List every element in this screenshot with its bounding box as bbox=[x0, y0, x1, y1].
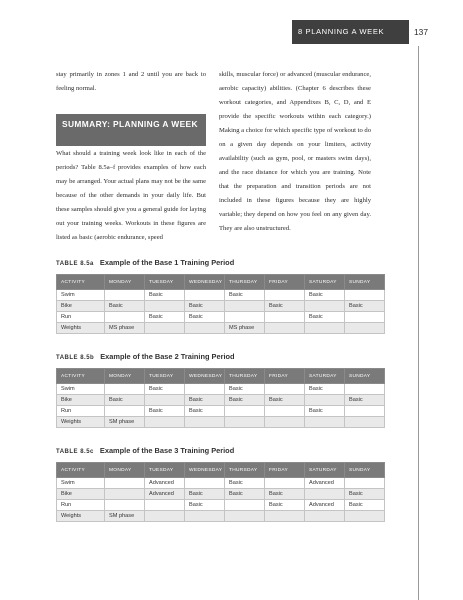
table-header-row bbox=[57, 275, 385, 290]
table-row bbox=[57, 290, 385, 301]
table-cell: Weights bbox=[57, 417, 105, 428]
table-cell: MS phase bbox=[225, 323, 265, 334]
column-header: MONDAY bbox=[105, 369, 145, 384]
table-cell bbox=[225, 511, 265, 522]
column-header: THURSDAY bbox=[225, 369, 265, 384]
table-row bbox=[57, 489, 385, 500]
margin-rule bbox=[418, 46, 419, 600]
table-cell bbox=[345, 511, 385, 522]
table-row bbox=[57, 511, 385, 522]
table-cell bbox=[305, 301, 345, 312]
column-header: SATURDAY bbox=[305, 463, 345, 478]
column-header: THURSDAY bbox=[225, 275, 265, 290]
table-cell bbox=[345, 384, 385, 395]
table-cell: Bike bbox=[57, 301, 105, 312]
table-cell bbox=[145, 323, 185, 334]
column-header: WEDNESDAY bbox=[185, 369, 225, 384]
section-body-text: What should a training week look like in each of the periods? Table 8.5a–f provides examples of how each may be arranged. Your actual plans may not be the same because of the other demands in your daily life. But these samples should give you a general guide for laying out your training weeks. Workouts in these figures are listed as basic (aerobic endurance, speed bbox=[56, 150, 206, 241]
table-cell: Basic bbox=[265, 500, 305, 511]
right-column bbox=[219, 68, 371, 236]
column-header: WEDNESDAY bbox=[185, 275, 225, 290]
table-cell bbox=[185, 478, 225, 489]
table-cell: Weights bbox=[57, 511, 105, 522]
table-cell: Advanced bbox=[305, 478, 345, 489]
column-header: SATURDAY bbox=[305, 275, 345, 290]
table-cell bbox=[265, 511, 305, 522]
table-cell bbox=[305, 417, 345, 428]
table-cell: Basic bbox=[145, 290, 185, 301]
table-header-row bbox=[57, 463, 385, 478]
table-cell bbox=[185, 511, 225, 522]
table-cell: Basic bbox=[345, 500, 385, 511]
table-cell bbox=[265, 312, 305, 323]
table-cell: SM phase bbox=[105, 511, 145, 522]
table-title: Example of the Base 3 Training Period bbox=[99, 446, 235, 455]
table-row bbox=[57, 301, 385, 312]
table-cell bbox=[145, 395, 185, 406]
table-cell: Basic bbox=[225, 395, 265, 406]
column-header: ACTIVITY bbox=[57, 463, 105, 478]
table-cell bbox=[305, 395, 345, 406]
table-cell: Basic bbox=[225, 478, 265, 489]
training-table bbox=[56, 368, 385, 428]
table-cell: Basic bbox=[105, 301, 145, 312]
table-cell: Swim bbox=[57, 290, 105, 301]
table-cell: Advanced bbox=[305, 500, 345, 511]
table-cell bbox=[225, 406, 265, 417]
table-cell bbox=[105, 478, 145, 489]
table-number: TABLE 8.5c bbox=[56, 449, 94, 455]
table-cell: Basic bbox=[145, 406, 185, 417]
table-cell bbox=[345, 323, 385, 334]
table-cell bbox=[225, 417, 265, 428]
table-cell: Basic bbox=[345, 301, 385, 312]
column-header: TUESDAY bbox=[145, 369, 185, 384]
table-cell bbox=[185, 384, 225, 395]
table-cell: Basic bbox=[265, 395, 305, 406]
table-number: TABLE 8.5a bbox=[56, 261, 94, 267]
table-cell bbox=[145, 301, 185, 312]
continued-paragraph bbox=[56, 68, 206, 96]
right-column-text: skills, muscular force) or advanced (muscular endurance, aerobic capacity) abilities. (Chapter 6 describes these workout categories, and Appendixes B, C, D, and E provide the specific workouts within each category.) Making a choice for which specific type of workout to do on a given day depends on your limiters, activity availability (such as gym, pool, or masters swim days), and the race distance for which you are training. Note that the preparation and transition periods are not included in these figures because they are highly variable; they depend on how you feel on any given day. They are also unstructured. bbox=[219, 71, 371, 232]
running-title: 8 PLANNING A WEEK bbox=[292, 20, 409, 44]
table-row bbox=[57, 406, 385, 417]
table-cell: Basic bbox=[305, 312, 345, 323]
table-cell: Basic bbox=[225, 489, 265, 500]
table-cell: Swim bbox=[57, 384, 105, 395]
page-number: 137 bbox=[414, 27, 428, 37]
section-body bbox=[56, 147, 206, 245]
table-cell bbox=[265, 417, 305, 428]
column-header: ACTIVITY bbox=[57, 275, 105, 290]
table-cell: Basic bbox=[265, 489, 305, 500]
table-cell: Basic bbox=[345, 395, 385, 406]
table-cell: Weights bbox=[57, 323, 105, 334]
table-row bbox=[57, 500, 385, 511]
table-number: TABLE 8.5b bbox=[56, 355, 95, 361]
table-cell: Bike bbox=[57, 489, 105, 500]
table-cell bbox=[105, 489, 145, 500]
table-cell: Bike bbox=[57, 395, 105, 406]
table-cell bbox=[265, 406, 305, 417]
table-cell: Basic bbox=[265, 301, 305, 312]
training-table bbox=[56, 274, 385, 334]
table-cell: Basic bbox=[145, 312, 185, 323]
table-cell: Run bbox=[57, 312, 105, 323]
table-row bbox=[57, 384, 385, 395]
table-cell bbox=[145, 511, 185, 522]
table-cell: Swim bbox=[57, 478, 105, 489]
table-cell bbox=[145, 417, 185, 428]
column-header: SUNDAY bbox=[345, 275, 385, 290]
column-header: TUESDAY bbox=[145, 275, 185, 290]
table-cell: Advanced bbox=[145, 478, 185, 489]
table-cell: Basic bbox=[185, 500, 225, 511]
table-cell: Basic bbox=[185, 406, 225, 417]
table-cell bbox=[345, 417, 385, 428]
table-cell: Basic bbox=[105, 395, 145, 406]
column-header: FRIDAY bbox=[265, 463, 305, 478]
table-row bbox=[57, 395, 385, 406]
table-cell: Basic bbox=[145, 384, 185, 395]
column-header: ACTIVITY bbox=[57, 369, 105, 384]
table-cell bbox=[305, 511, 345, 522]
table-cell bbox=[225, 500, 265, 511]
table-cell bbox=[305, 489, 345, 500]
column-header: MONDAY bbox=[105, 463, 145, 478]
continued-text: stay primarily in zones 1 and 2 until you are back to feeling normal. bbox=[56, 71, 206, 92]
table-cell bbox=[225, 312, 265, 323]
table-cell bbox=[265, 323, 305, 334]
table-cell bbox=[345, 312, 385, 323]
section-heading: SUMMARY: PLANNING A WEEK bbox=[56, 114, 206, 146]
table-header-row bbox=[57, 369, 385, 384]
table-cell bbox=[225, 301, 265, 312]
table-cell bbox=[345, 290, 385, 301]
column-header: SATURDAY bbox=[305, 369, 345, 384]
table-cell bbox=[185, 417, 225, 428]
table-cell bbox=[305, 323, 345, 334]
table-row bbox=[57, 417, 385, 428]
table-cell: MS phase bbox=[105, 323, 145, 334]
table-cell: Basic bbox=[185, 312, 225, 323]
table-cell: Basic bbox=[305, 406, 345, 417]
table-cell: Advanced bbox=[145, 489, 185, 500]
table-cell: Basic bbox=[185, 489, 225, 500]
column-header: THURSDAY bbox=[225, 463, 265, 478]
table-cell bbox=[105, 384, 145, 395]
column-header: FRIDAY bbox=[265, 275, 305, 290]
table-row bbox=[57, 478, 385, 489]
table-cell: Basic bbox=[185, 395, 225, 406]
column-header: SUNDAY bbox=[345, 463, 385, 478]
training-table bbox=[56, 462, 385, 522]
table-cell: Basic bbox=[305, 290, 345, 301]
table-cell: Basic bbox=[185, 301, 225, 312]
table-cell: Run bbox=[57, 500, 105, 511]
table-cell bbox=[265, 478, 305, 489]
table-cell bbox=[265, 384, 305, 395]
table-cell: Run bbox=[57, 406, 105, 417]
table-cell: Basic bbox=[225, 384, 265, 395]
table-caption bbox=[56, 446, 234, 455]
table-caption bbox=[56, 258, 234, 267]
table-cell bbox=[145, 500, 185, 511]
table-row bbox=[57, 312, 385, 323]
column-header: TUESDAY bbox=[145, 463, 185, 478]
table-cell bbox=[265, 290, 305, 301]
column-header: FRIDAY bbox=[265, 369, 305, 384]
table-cell bbox=[185, 323, 225, 334]
table-cell bbox=[345, 406, 385, 417]
column-header: SUNDAY bbox=[345, 369, 385, 384]
column-header: MONDAY bbox=[105, 275, 145, 290]
column-header: WEDNESDAY bbox=[185, 463, 225, 478]
table-cell bbox=[185, 290, 225, 301]
table-cell: Basic bbox=[305, 384, 345, 395]
table-cell: Basic bbox=[345, 489, 385, 500]
table-cell bbox=[105, 500, 145, 511]
table-cell bbox=[105, 290, 145, 301]
table-title: Example of the Base 2 Training Period bbox=[100, 352, 235, 361]
table-cell bbox=[105, 312, 145, 323]
table-cell: Basic bbox=[225, 290, 265, 301]
table-cell bbox=[105, 406, 145, 417]
table-cell bbox=[345, 478, 385, 489]
table-title: Example of the Base 1 Training Period bbox=[99, 258, 235, 267]
table-caption bbox=[56, 352, 235, 361]
table-cell: SM phase bbox=[105, 417, 145, 428]
table-row bbox=[57, 323, 385, 334]
